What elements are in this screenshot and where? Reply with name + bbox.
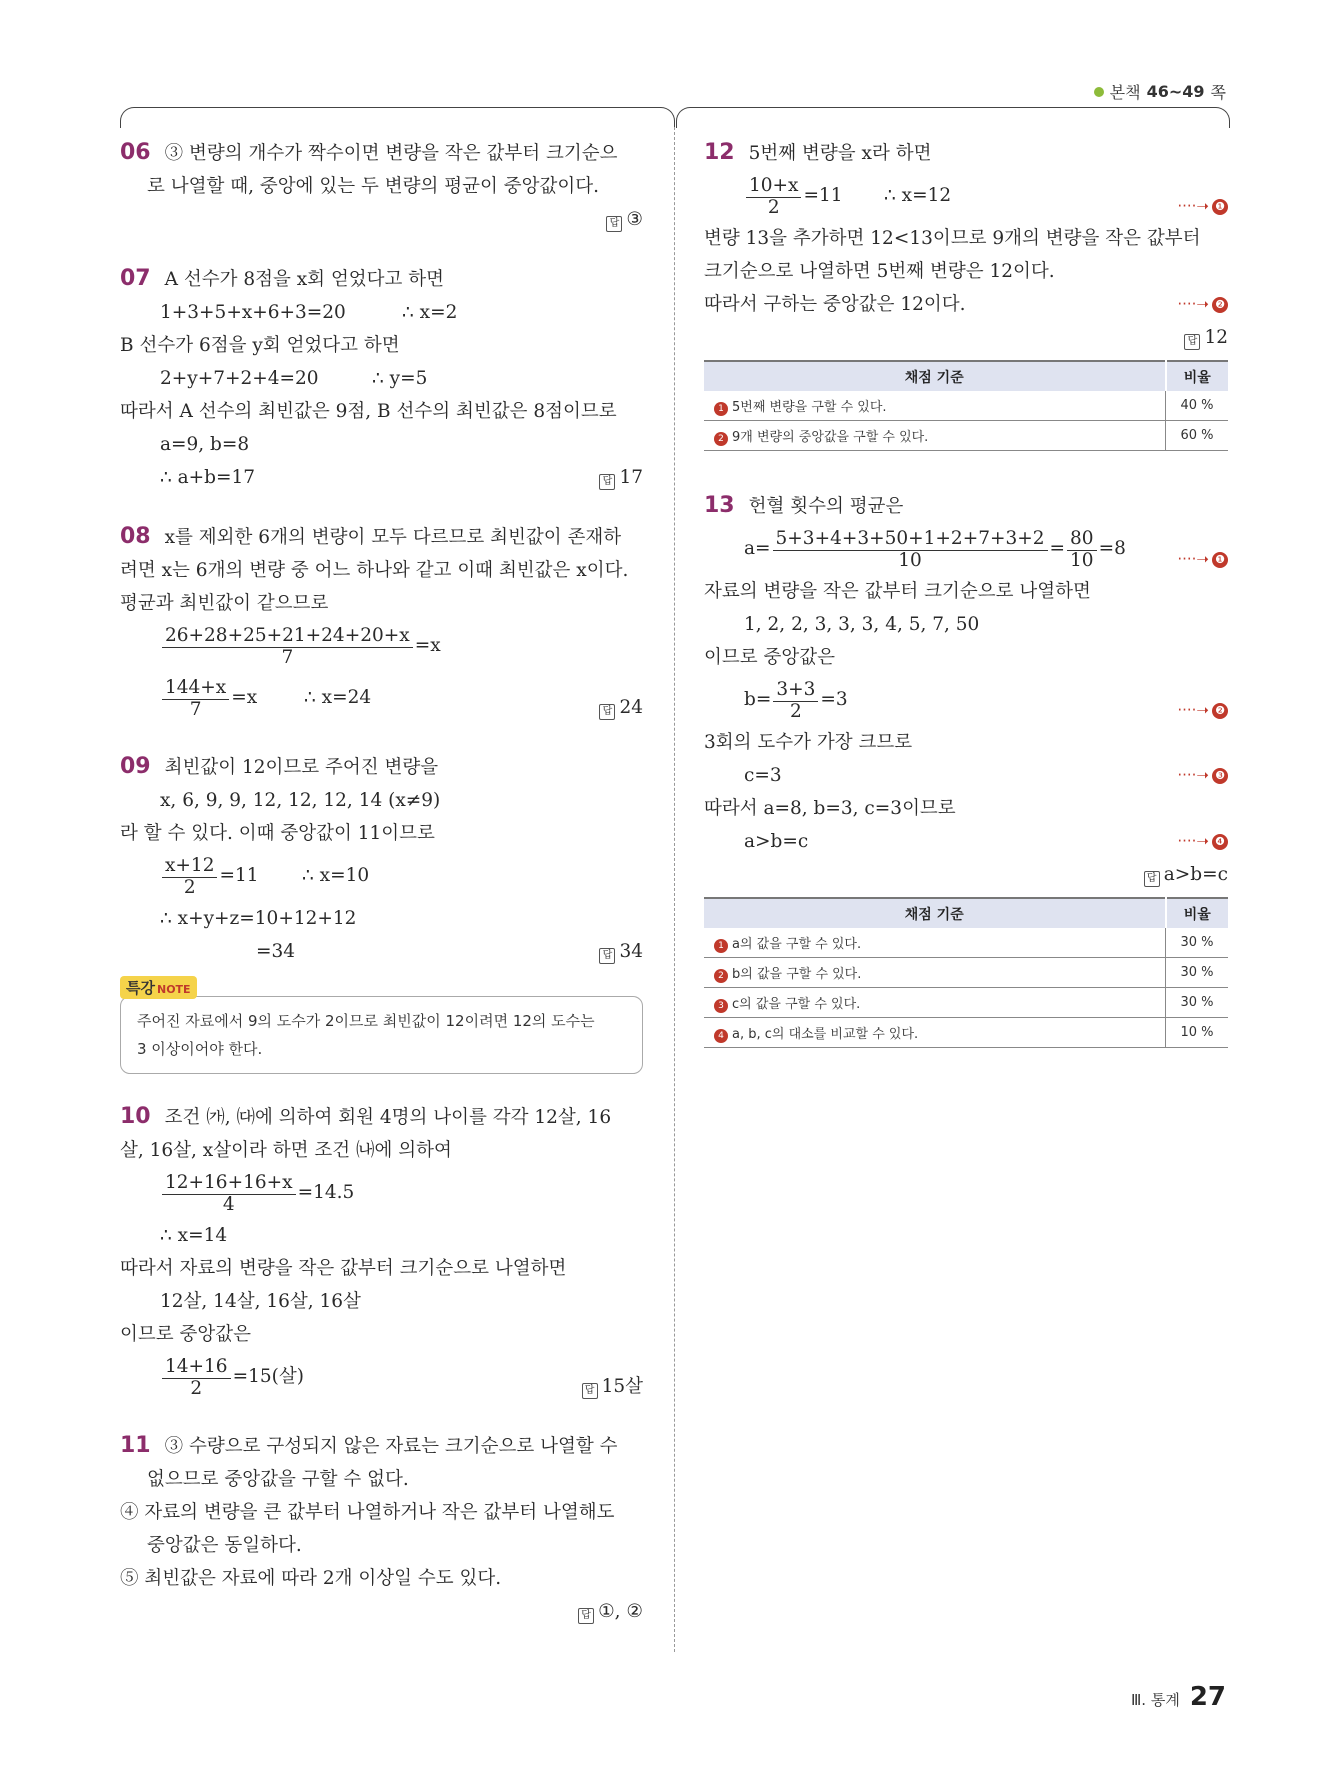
problem-06: 06 ③ 변량의 개수가 짝수이면 변량을 작은 값부터 크기순으 로 나열할 때, 중앙에 있는 두 변량의 평균이 중앙값이다. 답 ③	[120, 136, 643, 236]
step-number-icon: 3	[714, 999, 728, 1013]
answer: 답 a>b=c	[1144, 858, 1228, 891]
step-number-icon: ❷	[1212, 703, 1228, 719]
answer: 답 24	[599, 682, 643, 734]
scoring-table: 채점 기준 비율 1 5번째 변량을 구할 수 있다. 40 % 2 9개 변량의 중앙값을 구할 수 있다. 60 %	[704, 360, 1228, 451]
answer-mark-icon: 답	[606, 216, 622, 232]
fraction: $\frac{14+16}{2}$	[162, 1356, 231, 1399]
page-number: 27	[1189, 1682, 1226, 1712]
problem-number: 09	[120, 754, 151, 779]
fraction: $\frac{80}{10}$	[1067, 528, 1097, 571]
step-marker: ····➝ ❶	[1177, 533, 1228, 585]
answer-mark-icon: 답	[599, 704, 615, 720]
problem-number: 12	[704, 140, 735, 165]
table-row: 1 a의 값을 구할 수 있다. 30 %	[704, 928, 1228, 958]
problem-07: 07 A 선수가 8점을 x회 얻었다고 하면 1+3+5+x+6+3=20 ∴ x=2 B 선수가 6점을 y회 얻었다고 하면 2+y+7+2+4=20 ∴ y=5 따라서 A 선수의 최빈값은 9점, B 선수의 최빈값은 8점이므로 a=9, b=8 ∴ a+b=17 답 17	[120, 262, 643, 494]
step-number-icon: ❷	[1212, 297, 1228, 313]
answer: 답 12	[1184, 321, 1228, 354]
section-label: Ⅲ. 통계	[1130, 1691, 1180, 1709]
fraction: $\frac{144+x}{7}$	[162, 677, 229, 720]
column-divider	[674, 127, 675, 1652]
answer-mark-icon: 답	[599, 948, 615, 964]
problem-11: 11 ③ 수량으로 구성되지 않은 자료는 크기순으로 나열할 수 없으므로 중앙값을 구할 수 없다. ④ 자료의 변량을 큰 값부터 나열하거나 작은 값부터 나열해도 중앙값은 동일하다. ⑤ 최빈값은 자료에 따라 2개 이상일 수도 있다. 답 ①, ②	[120, 1429, 643, 1628]
step-number-icon: 1	[714, 939, 728, 953]
problem-number: 11	[120, 1433, 151, 1458]
table-row: 2 9개 변량의 중앙값을 구할 수 있다. 60 %	[704, 421, 1228, 451]
step-number-icon: 1	[714, 402, 728, 416]
answer-mark-icon: 답	[1144, 871, 1160, 887]
answer-mark-icon: 답	[582, 1383, 598, 1399]
problem-08: 08 x를 제외한 6개의 변량이 모두 다르므로 최빈값이 존재하 려면 x는 6개의 변량 중 어느 하나와 같고 이때 최빈값은 x이다. 평균과 최빈값이 같으므로 $\frac{26+28+25+21+24+20+x}{7}$ =x $\frac{144+x}{7}$ =x ∴ x=24 답 24	[120, 520, 643, 724]
answer: 답 ③	[606, 203, 643, 236]
note-tag: 특강 NOTE	[120, 976, 643, 998]
problem-number: 08	[120, 524, 151, 549]
left-column-frame	[120, 107, 675, 128]
answer: 답 17	[599, 461, 643, 494]
table-row: 1 5번째 변량을 구할 수 있다. 40 %	[704, 391, 1228, 421]
table-row: 3 c의 값을 구할 수 있다. 30 %	[704, 988, 1228, 1018]
page-footer	[1131, 1682, 1226, 1712]
answer-mark-icon: 답	[599, 474, 615, 490]
table-row: 4 a, b, c의 대소를 비교할 수 있다. 10 %	[704, 1018, 1228, 1048]
fraction: $\frac{12+16+16+x}{4}$	[162, 1172, 296, 1215]
answer-mark-icon: 답	[1184, 334, 1200, 350]
green-dot-icon	[1094, 87, 1104, 97]
step-number-icon: 4	[714, 1029, 728, 1043]
problem-number: 10	[120, 1104, 151, 1129]
step-marker: ····➝ ❷	[1177, 684, 1228, 736]
answer-mark-icon: 답	[578, 1608, 594, 1624]
step-marker: ····➝ ❶	[1177, 180, 1228, 232]
step-number-icon: ❶	[1212, 199, 1228, 215]
problem-number: 13	[704, 493, 735, 518]
step-number-icon: 2	[714, 432, 728, 446]
problem-number: 07	[120, 266, 151, 291]
fraction: $\frac{3+3}{2}$	[773, 679, 818, 722]
answer: 답 34	[599, 935, 643, 968]
scoring-table: 채점 기준 비율 1 a의 값을 구할 수 있다. 30 % 2 b의 값을 구할 수 있다. 30 % 3 c의 값을 구할 수 있다. 30 % 4 a, b, c의 대소를 비교할 수 있다. 10 %	[704, 897, 1228, 1048]
fraction: $\frac{x+12}{2}$	[162, 855, 217, 898]
right-column-frame	[676, 107, 1230, 128]
fraction: $\frac{5+3+4+3+50+1+2+7+3+2}{10}$	[773, 528, 1048, 571]
step-marker: ····➝ ❹	[1177, 825, 1228, 858]
step-number-icon: 2	[714, 969, 728, 983]
problem-13: 13 헌혈 횟수의 평균은 a= $\frac{5+3+4+3+50+1+2+7+3+2}{10}$ = $\frac{80}{10}$ =8 ····➝ ❶ 자료의 변량을 작은 값부터 크기순으로 나열하면 1, 2, 2, 3, 3, 3, 4, 5, 7, 50 이므로 중앙값은 b= $\frac{3+3}{2}$ =3 ····➝ ❷ 3회의 도수가 가장 크므로 c=3 ····➝ ❸ 따라서 a=8, b=3, c=3이므로 a>b=c ····➝ ❹ 답 a>b=c 채점 기준 비율 1 a의 값을 구할 수 있다. 30 % 2 b의 값을 구할 수 있다. 30 % 3 c의 값을 구할 수 있다. 30 % 4 a, b, c의 대소를 비교할 수 있다. 10 %	[704, 489, 1228, 1048]
problem-number: 06	[120, 140, 151, 165]
problem-12: 12 5번째 변량을 x라 하면 $\frac{10+x}{2}$ =11 ∴ x=12 ····➝ ❶ 변량 13을 추가하면 12<13이므로 9개의 변량을 작은 값부터 크기순으로 나열하면 5번째 변량은 12이다. 따라서 구하는 중앙값은 12이다. ····➝ ❷ 답 12 채점 기준 비율 1 5번째 변량을 구할 수 있다. 40 % 2 9개 변량의 중앙값을 구할 수 있다. 60 %	[704, 136, 1228, 451]
answer: 답 ①, ②	[578, 1595, 643, 1628]
step-marker: ····➝ ❸	[1177, 759, 1228, 792]
step-number-icon: ❸	[1212, 768, 1228, 784]
page-reference: 본책 46~49 쪽	[1094, 80, 1226, 103]
problem-10: 10 조건 ㈎, ㈐에 의하여 회원 4명의 나이를 각각 12살, 16 살, 16살, x살이라 하면 조건 ㈏에 의하여 $\frac{12+16+16+x}{4}$ =14.5 ∴ x=14 따라서 자료의 변량을 작은 값부터 크기순으로 나열하면 12살, 14살, 16살, 16살 이므로 중앙값은 $\frac{14+16}{2}$ =15(살) 답 15살	[120, 1100, 643, 1403]
step-number-icon: ❹	[1212, 834, 1228, 850]
right-column	[704, 136, 1228, 1052]
fraction: $\frac{26+28+25+21+24+20+x}{7}$	[162, 625, 413, 668]
problem-09: 09 최빈값이 12이므로 주어진 변량을 x, 6, 9, 9, 12, 12, 12, 14 (x≠9) 라 할 수 있다. 이때 중앙값이 11이므로 $\frac{x+12}{2}$ =11 ∴ x=10 ∴ x+y+z=10+12+12 =34 답 34	[120, 750, 643, 968]
note-box: 주어진 자료에서 9의 도수가 2이므로 최빈값이 12이려면 12의 도수는 3 이상이어야 한다.	[120, 996, 643, 1074]
answer: 답 15살	[582, 1361, 643, 1413]
step-number-icon: ❶	[1212, 552, 1228, 568]
fraction: $\frac{10+x}{2}$	[746, 175, 801, 218]
step-marker: ····➝ ❷	[1177, 288, 1228, 321]
table-row: 2 b의 값을 구할 수 있다. 30 %	[704, 958, 1228, 988]
left-column	[120, 136, 643, 1628]
